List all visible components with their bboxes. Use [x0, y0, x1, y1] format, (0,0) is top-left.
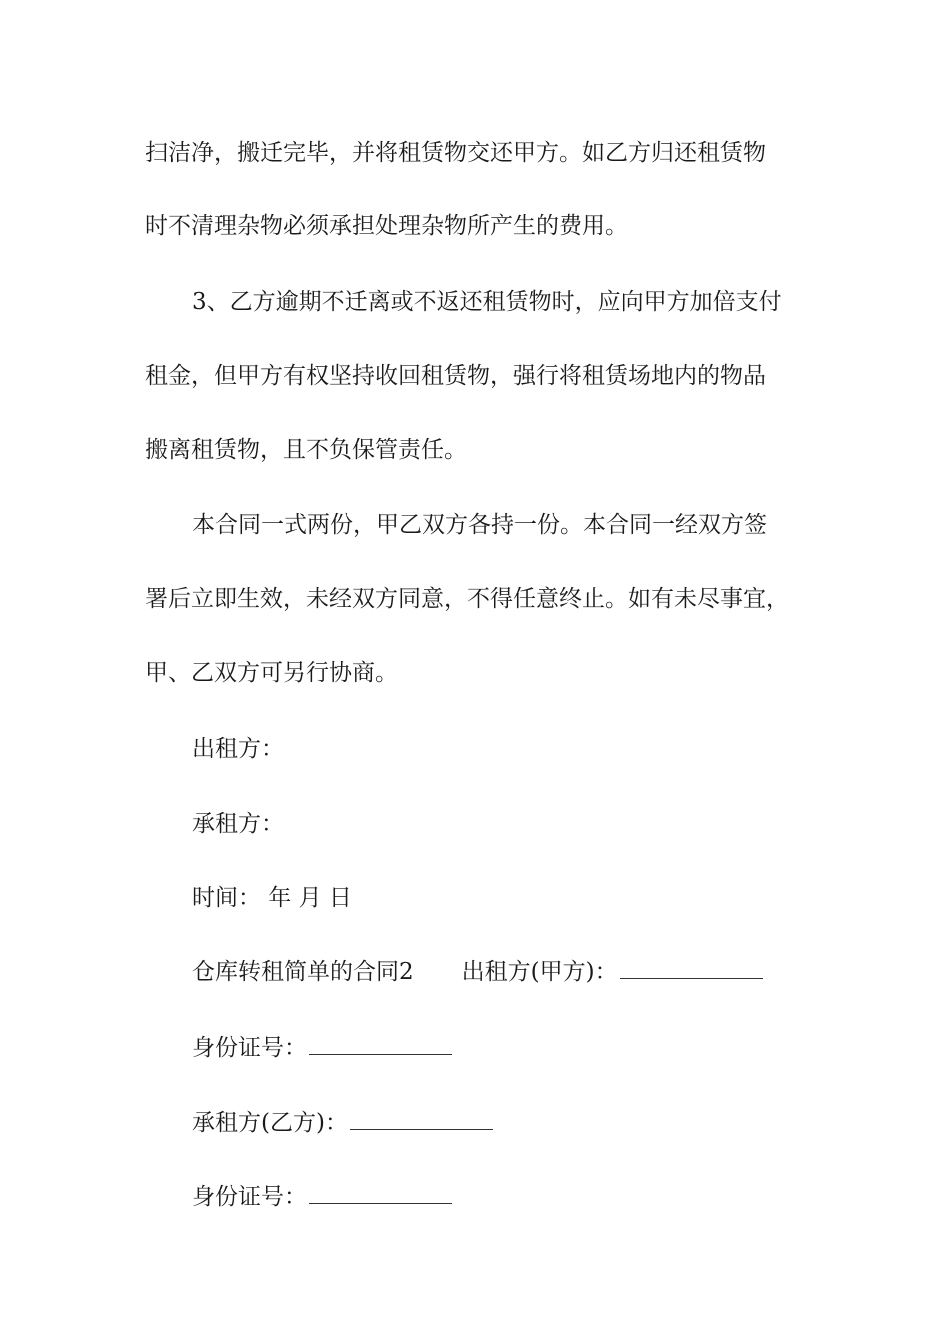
- lessor-label: 出租方：: [192, 736, 284, 762]
- id-a-blank: [309, 1034, 452, 1055]
- contract2-header: [192, 957, 763, 987]
- party-b-label: 承租方(乙方)：: [192, 1110, 348, 1136]
- paragraph-line: 扫洁净，搬迁完毕，并将租赁物交还甲方。如乙方归还租赁物: [145, 140, 766, 166]
- date-line: 时间： 年 月 日: [192, 885, 352, 911]
- paragraph-line: 署后立即生效，未经双方同意，不得任意终止。如有未尽事宜，: [145, 586, 789, 612]
- id-label-b: 身份证号：: [192, 1184, 307, 1210]
- id-line-b: [192, 1182, 452, 1212]
- party-b-line: [192, 1108, 493, 1138]
- paragraph-line: 本合同一式两份，甲乙双方各持一份。本合同一经双方签: [192, 512, 767, 538]
- party-a-label: 出租方(甲方)：: [461, 959, 618, 985]
- paragraph-line: 时不清理杂物必须承担处理杂物所产生的费用。: [145, 213, 628, 239]
- contract2-title: 仓库转租简单的合同2: [192, 959, 414, 985]
- paragraph-line: 搬离租赁物，且不负保管责任。: [145, 437, 467, 463]
- party-a-blank: [620, 958, 763, 979]
- id-label-a: 身份证号：: [192, 1035, 307, 1061]
- paragraph-line: 租金，但甲方有权坚持收回租赁物，强行将租赁场地内的物品: [145, 363, 766, 389]
- paragraph-line: 甲、乙双方可另行协商。: [145, 660, 398, 686]
- paragraph-line: 3、乙方逾期不迁离或不返还租赁物时，应向甲方加倍支付: [192, 289, 782, 315]
- party-b-blank: [350, 1109, 493, 1130]
- lessee-label: 承租方：: [192, 811, 284, 837]
- id-line-a: [192, 1033, 452, 1063]
- id-b-blank: [309, 1183, 452, 1204]
